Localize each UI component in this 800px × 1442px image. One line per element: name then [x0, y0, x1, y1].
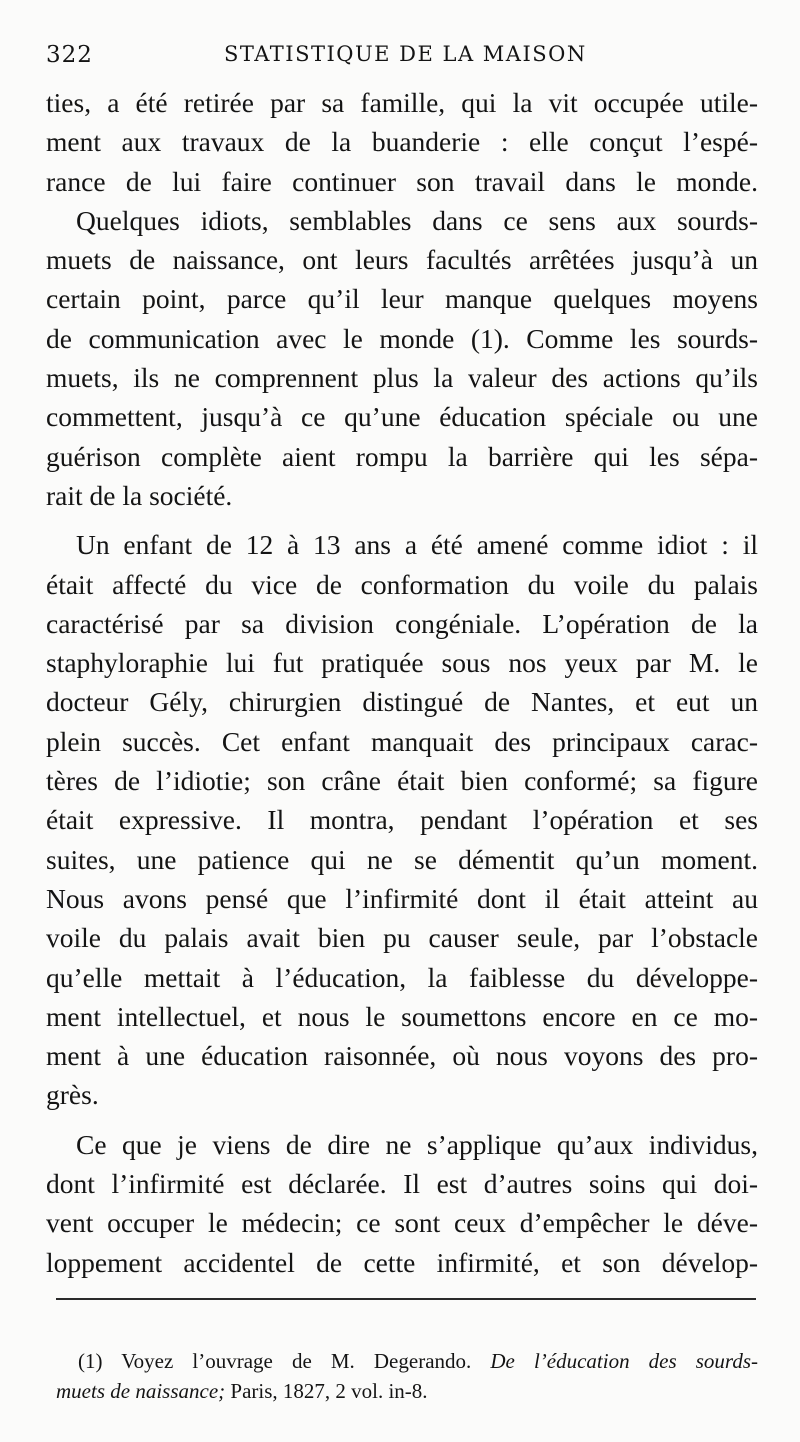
- footnote-text: Voyez l’ouvrage de M. Degerando.: [121, 1349, 472, 1373]
- text-line: grès.: [46, 1079, 99, 1111]
- footnote-title: De l’éducation des sourds-: [490, 1349, 758, 1373]
- footnote-rule: [56, 1298, 756, 1300]
- body-text: [46, 83, 758, 1282]
- footnote-marker: (1): [78, 1349, 103, 1373]
- text-line: muets de naissance, ont leurs facultés arrêtées jusqu’à un: [46, 244, 758, 276]
- text-line: vent occuper le médecin; ce sont ceux d’empêcher le déve-: [46, 1207, 758, 1239]
- text-line: dont l’infirmité est déclarée. Il est d’autres soins qui doi-: [46, 1168, 758, 1200]
- page-number: 322: [46, 42, 93, 68]
- footnote-line: [46, 1376, 758, 1406]
- paragraph: [46, 525, 758, 1114]
- text-line: staphyloraphie lui fut pratiquée sous nos yeux par M. le: [46, 647, 758, 679]
- footnote-title: muets de naissance;: [56, 1379, 226, 1403]
- text-line: certain point, parce qu’il leur manque quelques moyens: [46, 283, 758, 315]
- paragraph: [46, 1125, 758, 1282]
- text-line: rance de lui faire continuer son travail dans le monde.: [46, 165, 758, 197]
- text-line: rait de la société.: [46, 479, 233, 511]
- text-line: tères de l’idiotie; son crâne était bien conformé; sa figure: [46, 765, 758, 797]
- text-line: muets, ils ne comprennent plus la valeur des actions qu’ils: [46, 362, 758, 394]
- text-line: loppement accidentel de cette infirmité, et son dévelop-: [46, 1246, 758, 1278]
- paragraph: [46, 83, 758, 201]
- text-line: qu’elle mettait à l’éducation, la faiblesse du développe-: [46, 961, 758, 993]
- text-line: ties, a été retirée par sa famille, qui la vit occupée utile-: [46, 87, 758, 118]
- text-line: caractérisé par sa division congéniale. L’opération de la: [46, 607, 758, 639]
- text-line: docteur Gély, chirurgien distingué de Nantes, et eut un: [46, 686, 758, 718]
- text-line: Quelques idiots, semblables dans ce sens aux sourds-: [76, 204, 758, 236]
- text-line: Un enfant de 12 à 13 ans a été amené comme idiot : il: [76, 529, 758, 561]
- text-line: ment intellectuel, et nous le soumettons encore en ce mo-: [46, 1000, 758, 1032]
- paragraph: [46, 201, 758, 515]
- text-line: voile du palais avait bien pu causer seule, par l’obstacle: [46, 922, 758, 954]
- text-line: plein succès. Cet enfant manquait des principaux carac-: [46, 725, 758, 757]
- text-line: était expressive. Il montra, pendant l’opération et ses: [46, 804, 758, 836]
- text-line: guérison complète aient rompu la barrière qui les sépa-: [46, 440, 758, 472]
- text-line: commettent, jusqu’à ce qu’une éducation spéciale ou une: [46, 401, 758, 433]
- footnote-text: Paris, 1827, 2 vol. in-8.: [230, 1379, 428, 1403]
- running-head: STATISTIQUE DE LA MAISON: [224, 42, 587, 66]
- text-line: ment aux travaux de la buanderie : elle conçut l’espé-: [46, 126, 758, 158]
- text-line: de communication avec le monde (1). Comme les sourds-: [46, 322, 758, 354]
- page-header: [46, 38, 760, 74]
- footnote-line: [46, 1346, 758, 1376]
- text-line: était affecté du vice de conformation du voile du palais: [46, 568, 758, 600]
- text-line: suites, une patience qui ne se démentit qu’un moment.: [46, 843, 758, 875]
- footnote: [46, 1346, 758, 1406]
- text-line: ment à une éducation raisonnée, où nous voyons des pro-: [46, 1040, 758, 1072]
- text-line: Ce que je viens de dire ne s’applique qu’aux individus,: [76, 1128, 758, 1160]
- text-line: Nous avons pensé que l’infirmité dont il était atteint au: [46, 882, 758, 914]
